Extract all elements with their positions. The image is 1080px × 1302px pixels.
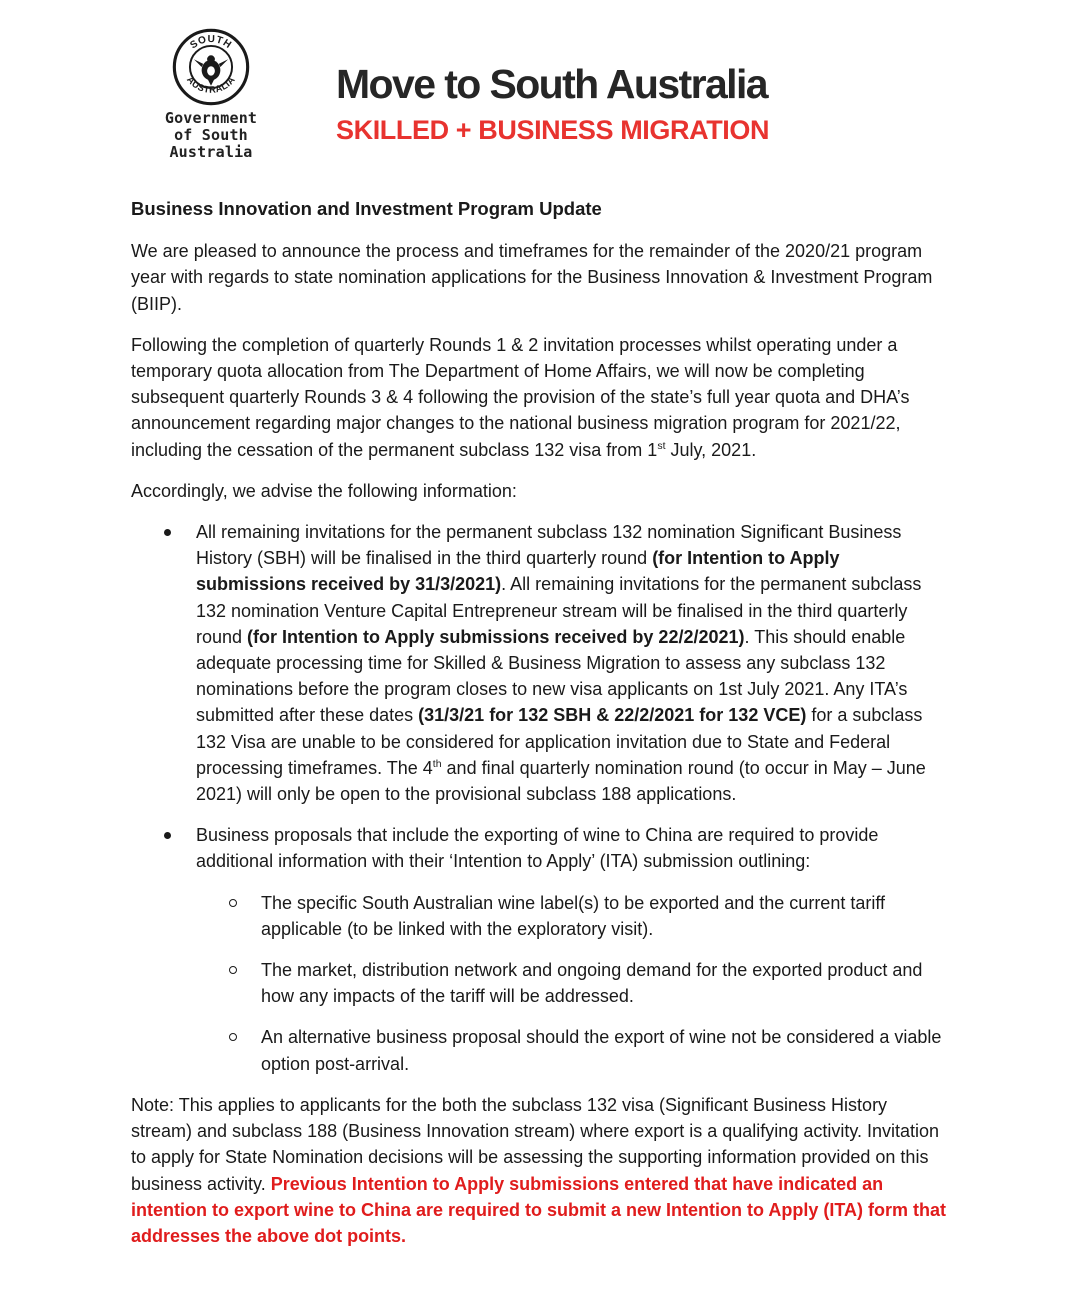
hollow-circle-bullet-icon [229, 966, 237, 974]
government-line-2: of South Australia [169, 126, 253, 161]
bullet1-bold-2: (for Intention to Apply submissions received by 22/2/2021) [247, 626, 745, 647]
date-superscript: st [657, 439, 666, 452]
bullet1-bold-1: (for Intention to Apply submissions received by 31/3/2021) [196, 548, 840, 595]
document-title: Business Innovation and Investment Program Update [131, 198, 602, 219]
sub-item-text: The specific South Australian wine label(s) to be exported and the current tariff applicable (to be linked with the exploratory visit). [261, 892, 886, 939]
rounds-text-end: July, 2021. [665, 439, 757, 460]
note-text: Note: This applies to applicants for the both the subclass 132 visa (Significant Business History stream) and subclass 188 (Business Innovation stream) where export is a qualifying activity. Invitation to apply for State Nomination decisions will be assessing the supporting information provided on this business activity. [131, 1094, 940, 1194]
bullet1-bold-3: (31/3/21 for 132 SBH & 22/2/2021 for 132 VCE) [418, 705, 807, 726]
bullet2-text: Business proposals that include the exporting of wine to China are required to provide additional information with their ‘Intention to Apply’ (ITA) submission outlining: [196, 825, 879, 872]
svg-text:SOUTH [188, 34, 233, 51]
hollow-circle-bullet-icon [229, 899, 237, 907]
bullet1-text-4: for a subclass 132 Visa are unable to be considered for application invitation due to State and Federal processing timeframes. The 4 [196, 705, 923, 778]
bullet1-text-2: . All remaining invitations for the permanent subclass 132 nomination Venture Capital Entrepreneur stream will be finalised in the third quarterly round [196, 574, 922, 647]
bullet1-text-1: All remaining invitations for the permanent subclass 132 nomination Significant Business History (SBH) will be finalised in the third quarterly round [196, 522, 902, 569]
brand-subtitle: SKILLED + BUSINESS MIGRATION [336, 115, 770, 145]
sub-item-market [196, 957, 951, 1009]
sub-item-text: The market, distribution network and ongoing demand for the exported product and how any impacts of the tariff will be addressed. [261, 960, 923, 1007]
sub-bullet-list [196, 890, 951, 1077]
sub-item-text: An alternative business proposal should the export of wine not be considered a viable option post-arrival. [261, 1027, 942, 1074]
bullet-dot-icon [164, 832, 171, 839]
note-paragraph [131, 1092, 951, 1249]
bullet1-text-3: . This should enable adequate processing time for Skilled & Business Migration to assess any subclass 132 nominations before the program closes to new visa applicants on 1st July 2021. Any ITA’s submitted after these dates [196, 626, 908, 726]
government-line-1: Government [164, 109, 258, 127]
sub-item-wine-label [196, 890, 951, 942]
rounds-paragraph [131, 332, 951, 463]
document-body [131, 196, 951, 1264]
sub-item-alternative [196, 1024, 951, 1076]
note-highlight: Previous Intention to Apply submissions entered that have indicated an intention to export wine to China are required to submit a new Intention to Apply (ITA) form that addresses the above dot points. [131, 1173, 946, 1246]
hollow-circle-bullet-icon [229, 1033, 237, 1041]
state-seal-icon [172, 28, 250, 106]
seal-text-bottom: AUSTRALIA [185, 74, 237, 95]
intro-paragraph: We are pleased to announce the process and timeframes for the remainder of the 2020/21 program year with regards to state nomination applications for the Business Innovation & Investment Program (BIIP). [131, 241, 933, 314]
bullet-dot-icon [164, 529, 171, 536]
bullet1-superscript: th [432, 757, 442, 770]
advise-paragraph: Accordingly, we advise the following information: [131, 480, 517, 501]
brand-title: Move to South Australia [336, 61, 767, 107]
bullet-item-subclass-132 [131, 519, 951, 807]
seal-text-top: SOUTH [188, 33, 234, 52]
bullet-item-wine-export [131, 822, 951, 1077]
rounds-text: Following the completion of quarterly Rounds 1 & 2 invitation processes whilst operating under a temporary quota allocation from The Department of Home Affairs, we will now be completing subsequent quarterly Rounds 3 & 4 following the provision of the state’s full year quota and DHA’s announcement regarding major changes to the national business migration program for 2021/22, including the cessation of the permanent subclass 132 visa from 1 [131, 334, 910, 460]
bullet-list [131, 519, 951, 1077]
bullet1-text-5: and final quarterly nomination round (to occur in May – June 2021) will only be open to the provisional subclass 188 applications. [196, 757, 926, 805]
